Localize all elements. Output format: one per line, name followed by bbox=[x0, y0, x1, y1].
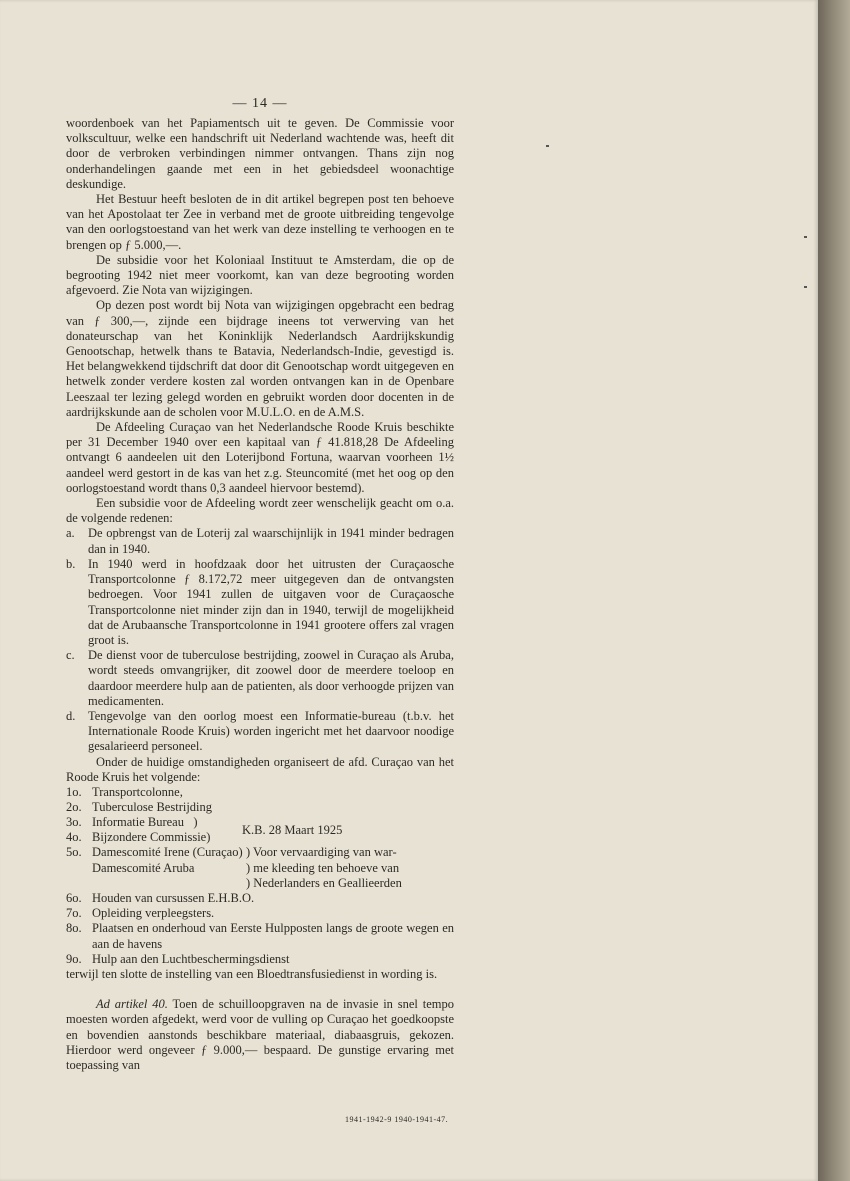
dames-right bbox=[246, 845, 454, 891]
reason-label: a. bbox=[66, 526, 75, 541]
reason-a bbox=[66, 526, 454, 556]
org-item-4 bbox=[66, 830, 210, 845]
org-item-6 bbox=[66, 891, 454, 906]
item-label: 4o. bbox=[66, 830, 82, 845]
footer-reference: 1941-1942-9 1940-1941-47. bbox=[345, 1115, 449, 1124]
speck bbox=[804, 236, 807, 238]
paragraph-1: woordenboek van het Papiamentsch uit te geven. De Commissie voor volkscultuur, welke een handschrift uit Nederland wachtende was, heeft dit door de verbroken verbindingen nimmer ontvangen. Thans zijn nog onderhandelingen gaande met een in het gebiedsdeel woonachtige deskundige. bbox=[66, 116, 454, 191]
binding-edge bbox=[818, 0, 850, 1181]
reason-text: Tengevolge van den oorlog moest een Informatie-bureau (t.b.v. het Internationale Roode Kruis) worden ingericht met het daarvoor noodige gesalarieerd personeel. bbox=[88, 708, 454, 754]
item-text: Damescomité Irene (Curaçao) bbox=[92, 845, 243, 860]
reason-d bbox=[66, 709, 454, 755]
paragraph-3: De subsidie voor het Koloniaal Instituut te Amsterdam, die op de begrooting 1942 niet meer voorkomt, kan van deze begrooting worden afgevoerd. Zie Nota van wijzigingen. bbox=[66, 252, 454, 298]
paragraph-4: Op dezen post wordt bij Nota van wijzigingen opgebracht een bedrag van ƒ 300,—, zijnde een bijdrage ineens tot verwerving van het donateurschap van het Koninklijk Nederlandsch Aardrijkskundig Genootschap, hetwelk thans te Batavia, Nederlandsch-Indie, gevestigd is. Het belangwekkend tijdschrift dat door dit Genootschap wordt uitgegeven en hetwelk zonder verdere kosten zal worden ontvangen kan in de Openbare Leeszaal ter lezing gelegd worden en gebruikt worden door docenten in de aardrijkskunde aan de scholen voor M.U.L.O. en de A.M.S. bbox=[66, 298, 454, 419]
org-item-7 bbox=[66, 906, 454, 921]
paragraph-5: De Afdeeling Curaçao van het Nederlandsche Roode Kruis beschikte per 31 December 1940 over een kapitaal van ƒ 41.818,28 De Afdeeling ontvangt 6 aandeelen uit den Loterijbond Fortuna, waarvan voorheen 1½ aandeel werd gestort in de kas van het z.g. Steuncomité (met het oog op den oorlogstoestand wordt thans 0,3 aandeel hiervoor bestemd). bbox=[66, 420, 454, 495]
dames-note: ) Nederlanders en Geallieerden bbox=[246, 875, 402, 890]
item-text: Damescomité Aruba bbox=[92, 860, 195, 875]
org-items-3-4 bbox=[66, 815, 454, 845]
item-text: Bijzondere Commissie) bbox=[92, 830, 211, 845]
reason-label: d. bbox=[66, 708, 76, 723]
item-label: 2o. bbox=[66, 800, 82, 815]
reason-label: b. bbox=[66, 556, 76, 571]
org-item-1 bbox=[66, 785, 454, 800]
page-number: — 14 — bbox=[232, 96, 288, 111]
item-label-empty bbox=[66, 861, 92, 876]
body-text bbox=[66, 116, 454, 1073]
dames-left bbox=[66, 845, 246, 891]
org-intro: Onder de huidige omstandigheden organiseert de afd. Curaçao van het Roode Kruis het volgende: bbox=[66, 754, 454, 784]
spacer bbox=[66, 982, 454, 997]
org-item-8 bbox=[66, 921, 454, 951]
org-item-2 bbox=[66, 800, 454, 815]
dames-row-2 bbox=[66, 861, 246, 876]
speck bbox=[546, 145, 549, 147]
item-text: Opleiding verpleegsters. bbox=[92, 906, 215, 921]
org-item-5 bbox=[66, 845, 454, 891]
reason-text: In 1940 werd in hoofdzaak door het uitrusten der Curaçaosche Transportcolonne ƒ 8.172,72 meer uitgegeven dan de ontvangsten bedroegen. Voor 1941 zullen de uitgaven voor de Curaçaosche Transportcolonne niet minder zijn dan in 1940, terwijl de mogelijkheid dat de Arubaansche Transportcolonne in 1941 grootere offers zal vragen groot is. bbox=[88, 556, 454, 647]
speck bbox=[804, 286, 807, 288]
reason-text: De dienst voor de tuberculose bestrijding, zoowel in Curaçao als Aruba, wordt steeds omvangrijker, dit zoowel door de meerdere toeloop en daardoor meerdere hulp aan de patienten, als door verhoogde prijzen van medicamenten. bbox=[88, 648, 454, 708]
item-label: 9o. bbox=[66, 951, 82, 966]
dames-note: ) Voor vervaardiging van war- bbox=[246, 845, 397, 860]
item-text: Informatie Bureau ) bbox=[92, 815, 198, 830]
ad-artikel-40 bbox=[66, 997, 454, 1073]
ad-text: Toen de schuilloopgraven na de invasie in snel tempo moesten worden afgedekt, werd voor de vulling op Curaçao het goedkoopste en bovendien aanstonds beschikbare materiaal, diabaasgruis, gekozen. Hierdoor werd ongeveer ƒ 9.000,— bespaard. De gunstige ervaring met toepassing van bbox=[66, 997, 454, 1072]
item-label: 1o. bbox=[66, 784, 82, 799]
dames-note: ) me kleeding ten behoeve van bbox=[246, 860, 400, 875]
paragraph-2: Het Bestuur heeft besloten de in dit artikel begrepen post ten behoeve van het Apostolaat ter Zee in verband met de groote uitbreiding tengevolge van den oorlogstoestand van het werk van deze instelling te verhoogen en te brengen op ƒ 5.000,—. bbox=[66, 192, 454, 252]
item-text: Plaatsen en onderhoud van Eerste Hulpposten langs de groote wegen en aan de havens bbox=[92, 921, 454, 951]
dames-row-1 bbox=[66, 845, 246, 860]
reason-label: c. bbox=[66, 648, 75, 663]
kb-reference: K.B. 28 Maart 1925 bbox=[242, 823, 343, 838]
paragraph-6: Een subsidie voor de Afdeeling wordt zeer wenschelijk geacht om o.a. de volgende redenen: bbox=[66, 496, 454, 526]
reason-c bbox=[66, 648, 454, 709]
reason-b bbox=[66, 557, 454, 648]
item-label: 8o. bbox=[66, 921, 82, 936]
closing-sentence: terwijl ten slotte de instelling van een Bloedtransfusiedienst in wording is. bbox=[66, 966, 438, 981]
item-text: Transportcolonne, bbox=[92, 784, 183, 799]
ad-title: Ad artikel 40. bbox=[96, 997, 168, 1012]
reason-text: De opbrengst van de Loterij zal waarschijnlijk in 1941 minder bedragen dan in 1940. bbox=[88, 526, 454, 556]
item-label: 7o. bbox=[66, 906, 82, 921]
org-item-9 bbox=[66, 952, 454, 967]
item-label: 6o. bbox=[66, 890, 82, 905]
item-label: 3o. bbox=[66, 815, 82, 830]
item-text: Houden van cursussen E.H.B.O. bbox=[92, 890, 255, 905]
item-label: 5o. bbox=[66, 845, 82, 860]
item-text: Hulp aan den Luchtbeschermingsdienst bbox=[92, 951, 290, 966]
org-item-3 bbox=[66, 815, 198, 830]
item-text: Tuberculose Bestrijding bbox=[92, 800, 213, 815]
dames-row-3 bbox=[66, 876, 246, 891]
